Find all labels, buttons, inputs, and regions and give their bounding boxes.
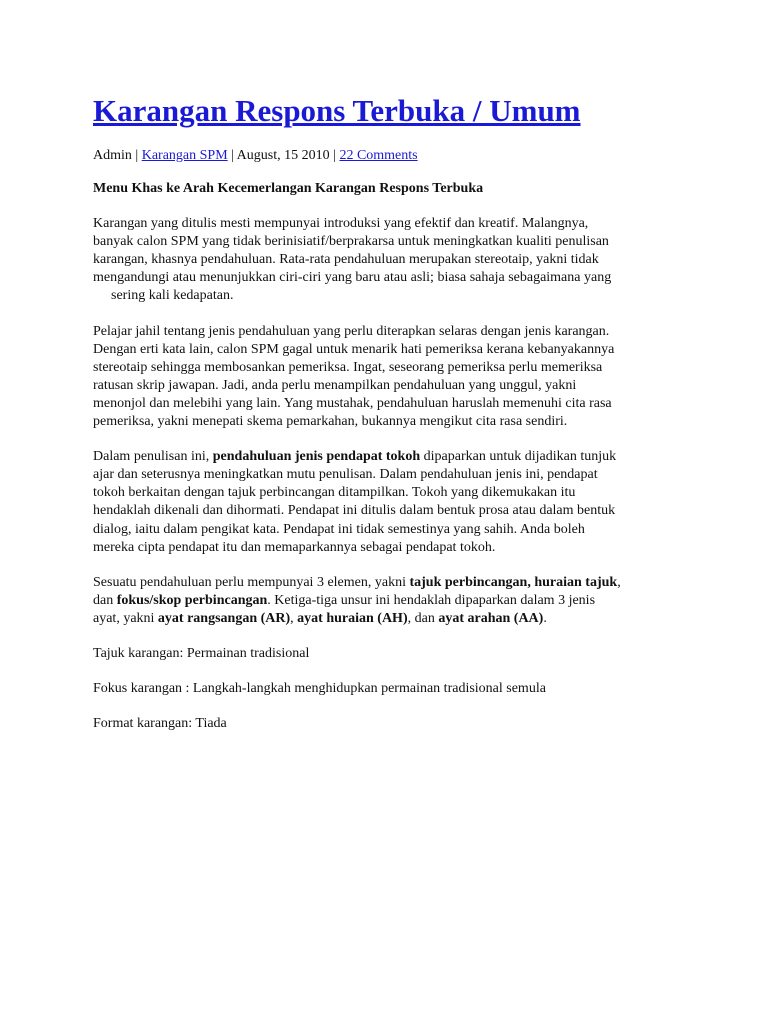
emphasis-text: pendahuluan jenis pendapat tokoh: [212, 449, 421, 465]
paragraph-line: karangan, khasnya pendahuluan. Rata-rata pendahuluan merupakan stereotaip, yakni tidak: [93, 252, 599, 268]
paragraph-line: Pelajar jahil tentang jenis pendahuluan yang perlu diterapkan selaras dengan jenis karangan.: [93, 323, 610, 339]
meta-date: August, 15 2010: [236, 148, 330, 163]
meta-author: Admin: [93, 148, 132, 163]
paragraph-line: [93, 610, 693, 628]
post-title-link[interactable]: Karangan Respons Terbuka / Umum: [93, 93, 581, 128]
meta-separator: |: [329, 148, 340, 163]
text-run: ,: [290, 610, 298, 626]
emphasis-text: fokus/skop perbincangan: [116, 592, 268, 608]
paragraph-line: ajar dan seterusnya meningkatkan mutu penulisan. Dalam pendahuluan jenis ini, pendapat: [93, 467, 598, 483]
paragraph-line: sering kali kedapatan.: [111, 288, 234, 304]
paragraph-line: mengandungi atau menunjukkan ciri-ciri yang baru atau asli; biasa sahaja sebagaimana yang: [93, 270, 612, 286]
emphasis-text: ayat huraian (AH): [297, 610, 408, 626]
text-run: dipaparkan untuk dijadikan tunjuk: [420, 449, 617, 465]
paragraph-line: pemeriksa, yakni menepati skema pemarkahan, bukannya mengikut cita rasa sendiri.: [93, 414, 568, 430]
format-line: Format karangan: Tiada: [93, 716, 227, 732]
text-run: ,: [617, 574, 621, 590]
paragraph-intro: [93, 215, 693, 305]
paragraph-line: [93, 592, 693, 610]
post-subheading: Menu Khas ke Arah Kecemerlangan Karangan Respons Terbuka: [93, 181, 484, 196]
paragraph-line: tokoh berkaitan dengan tajuk perbincangan ditampilkan. Tokoh yang dikemukakan itu: [93, 485, 576, 501]
meta-category-link[interactable]: Karangan SPM: [141, 148, 228, 163]
tajuk-line: Tajuk karangan: Permainan tradisional: [93, 645, 310, 661]
paragraph-line: dialog, iaitu dalam pengikat kata. Pendapat ini tidak semestinya yang sahih. Anda boleh: [93, 521, 585, 537]
paragraph-line: [93, 574, 693, 592]
fokus-line: Fokus karangan : Langkah-langkah menghidupkan permainan tradisional semula: [93, 681, 546, 697]
text-run: Sesuatu pendahuluan perlu mempunyai 3 elemen, yakni: [93, 574, 410, 590]
paragraph-line: Karangan yang ditulis mesti mempunyai introduksi yang efektif dan kreatif. Malangnya,: [93, 216, 589, 232]
text-run: , dan: [407, 610, 439, 626]
text-run: dan: [93, 592, 117, 608]
post-meta: [93, 146, 418, 166]
text-run: .: [543, 610, 547, 626]
meta-separator: |: [131, 148, 142, 163]
paragraph-line: banyak calon SPM yang tidak berinisiatif/berprakarsa untuk meningkatkan kualiti penulisan: [93, 234, 609, 250]
paragraph-line: Dengan erti kata lain, calon SPM gagal untuk menarik hati pemeriksa kerana kebanyakannya: [93, 341, 615, 357]
text-run: ayat, yakni: [93, 610, 158, 626]
emphasis-text: ayat arahan (AA): [438, 610, 544, 626]
paragraph-elemen: [93, 574, 693, 628]
meta-comments-link[interactable]: 22 Comments: [339, 148, 418, 163]
post-title: [93, 92, 581, 130]
emphasis-text: ayat rangsangan (AR): [157, 610, 291, 626]
paragraph-penulisan: [93, 448, 693, 557]
post-content: [93, 180, 693, 733]
paragraph-line: ratusan skrip jawapan. Jadi, anda perlu menampilkan pendahuluan yang unggul, yakni: [93, 377, 577, 393]
paragraph-line: mereka cipta pendapat itu dan memaparkannya sebagai pendapat tokoh.: [93, 539, 496, 555]
emphasis-text: tajuk perbincangan, huraian tajuk: [409, 574, 618, 590]
paragraph-line: menonjol dan melebihi yang lain. Yang mustahak, pendahuluan haruslah memenuhi cita rasa: [93, 395, 612, 411]
text-run: . Ketiga-tiga unsur ini hendaklah dipaparkan dalam 3 jenis: [267, 592, 596, 608]
text-run: Dalam penulisan ini,: [93, 449, 213, 465]
paragraph-pelajar: [93, 323, 693, 432]
paragraph-line: hendaklah dikenali dan dihormati. Pendapat ini ditulis dalam bentuk prosa atau dalam bentuk: [93, 503, 616, 519]
paragraph-line: [93, 448, 693, 466]
meta-separator: |: [227, 148, 237, 163]
paragraph-line: stereotaip sehingga membosankan pemeriksa. Ingat, seseorang pemeriksa perlu memeriksa: [93, 359, 603, 375]
